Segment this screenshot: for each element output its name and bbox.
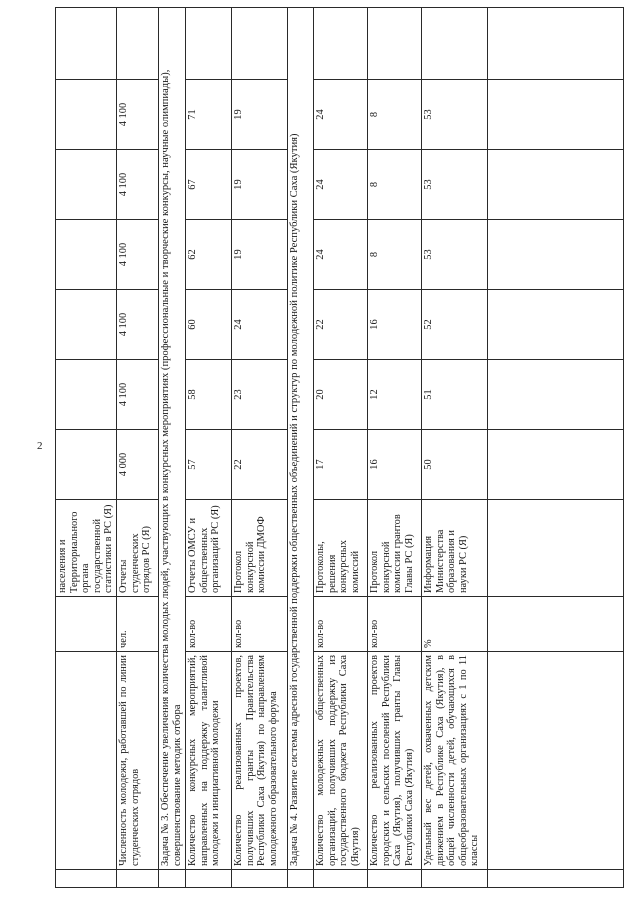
table-row xyxy=(231,8,287,888)
value-cell: 8 xyxy=(367,150,421,220)
source-cell: Отчеты студенческих отрядов РС (Я) xyxy=(116,500,158,597)
value-cell: 53 xyxy=(421,150,487,220)
indicator-name: Удельный вес детей, охваченных детским движением в Республике Саха (Якутия), в общей численности детей, обучающихся в общеобразовательных организациях с 1 по 11 классы xyxy=(421,652,487,870)
value-cell: 24 xyxy=(313,220,367,290)
source-cell: Протокол конкурсной комиссии ДМОФ xyxy=(231,500,287,597)
source-cell: Информация Министерства образования и науки РС (Я) xyxy=(421,500,487,597)
value-cell: 4 100 xyxy=(116,150,158,220)
value-cell: 24 xyxy=(313,80,367,150)
unit-cell: % xyxy=(421,597,487,652)
value-cell: 60 xyxy=(185,290,231,360)
value-cell: 53 xyxy=(421,220,487,290)
task-row xyxy=(158,8,185,888)
task-heading: Задача № 4. Развитие системы адресной государственной поддержки общественных объединений и структур по молодежной политике Республики Саха (Якутия) xyxy=(287,8,313,870)
value-cell: 22 xyxy=(313,290,367,360)
value-cell: 16 xyxy=(367,290,421,360)
table-row xyxy=(421,8,487,888)
indicator-name: Количество реализованных проектов городских и сельских поселений Республики Саха (Якутия), получивших гранты Главы Республики Саха (Якутия) xyxy=(367,652,421,870)
task-heading: Задача № 3. Обеспечение увеличения количества молодых людей, участвующих в конкурсных мероприятиях (профессиональные и творческие конкурсы, научные олимпиады), совершенствование методик отбора xyxy=(158,8,185,870)
value-cell: 16 xyxy=(367,430,421,500)
value-cell: 12 xyxy=(367,360,421,430)
value-cell: 19 xyxy=(231,150,287,220)
value-cell: 4 100 xyxy=(116,80,158,150)
table-row xyxy=(313,8,367,888)
value-cell: 20 xyxy=(313,360,367,430)
indicators-table xyxy=(55,7,624,888)
value-cell: 71 xyxy=(185,80,231,150)
source-cell: Отчеты ОМСУ и общественных организаций РС (Я) xyxy=(185,500,231,597)
value-cell: 19 xyxy=(231,220,287,290)
table-row xyxy=(185,8,231,888)
value-cell: 57 xyxy=(185,430,231,500)
value-cell: 52 xyxy=(421,290,487,360)
unit-cell: чел. xyxy=(116,597,158,652)
value-cell: 4 100 xyxy=(116,220,158,290)
value-cell: 4 000 xyxy=(116,430,158,500)
unit-cell: кол-во xyxy=(313,597,367,652)
value-cell: 24 xyxy=(231,290,287,360)
unit-cell: кол-во xyxy=(367,597,421,652)
unit-cell: кол-во xyxy=(231,597,287,652)
value-cell: 19 xyxy=(231,80,287,150)
value-cell: 58 xyxy=(185,360,231,430)
indicator-name: Количество конкурсных мероприятий, направленных на поддержку талантливой молодежи и инициативной молодежи xyxy=(185,652,231,870)
indicator-name: Численность молодежи, работавшей по линии студенческих отрядов xyxy=(116,652,158,870)
value-cell: 67 xyxy=(185,150,231,220)
value-cell: 22 xyxy=(231,430,287,500)
indicator-name: Количество реализованных проектов, получивших гранты Правительства Республики Саха (Якутия) по направлениям молодежного образовательного форума xyxy=(231,652,287,870)
source-cell: Протоколы, решения конкурсных комиссий xyxy=(313,500,367,597)
value-cell: 51 xyxy=(421,360,487,430)
value-cell: 24 xyxy=(313,150,367,220)
source-cell: населения и Территориального органа государственной статистики в РС (Я) xyxy=(56,500,117,597)
indicator-name: Количество молодежных общественных организаций, получивших поддержку из государственного бюджета Республики Саха (Якутия) xyxy=(313,652,367,870)
page-number: 2 xyxy=(37,440,43,452)
unit-cell: кол-во xyxy=(185,597,231,652)
table-row xyxy=(367,8,421,888)
value-cell: 4 100 xyxy=(116,290,158,360)
value-cell: 8 xyxy=(367,220,421,290)
value-cell: 17 xyxy=(313,430,367,500)
table-row xyxy=(116,8,158,888)
value-cell: 62 xyxy=(185,220,231,290)
value-cell: 23 xyxy=(231,360,287,430)
value-cell: 8 xyxy=(367,80,421,150)
task-row xyxy=(287,8,313,888)
value-cell: 50 xyxy=(421,430,487,500)
value-cell: 4 100 xyxy=(116,360,158,430)
rotated-table-sheet xyxy=(55,8,615,888)
table-row xyxy=(487,8,623,888)
source-cell: Протокол конкурсной комиссии грантов Главы РС (Я) xyxy=(367,500,421,597)
value-cell: 53 xyxy=(421,80,487,150)
table-row xyxy=(56,8,117,888)
